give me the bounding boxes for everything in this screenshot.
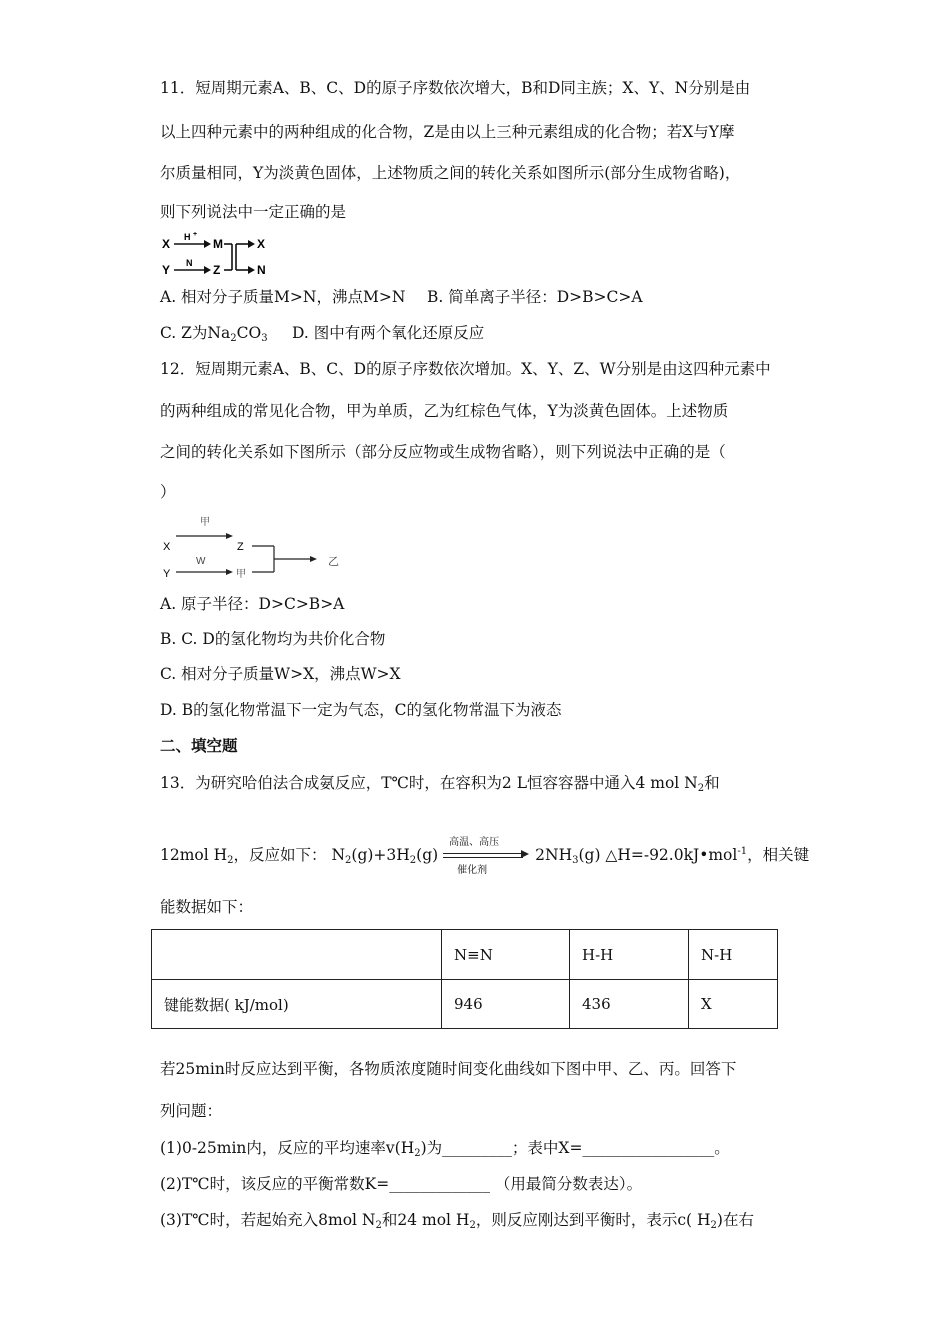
reaction-condition-arrow xyxy=(443,837,535,876)
q12-option-d: D. B的氢化物常温下一定为气态，C的氢化物常温下为液态 xyxy=(160,701,562,719)
q11-line-3: 尔质量相同，Y为淡黄色固体，上述物质之间的转化关系如图所示(部分生成物省略)， xyxy=(160,164,741,182)
table-header-cell: N≡N xyxy=(442,930,570,980)
q12-diagram-jia-top: 甲 xyxy=(200,517,210,528)
q11-diagram-x: X xyxy=(162,237,171,251)
condition-bottom: 催化剂 xyxy=(457,865,488,876)
q13-subquestion-2: (2)T℃时，该反应的平衡常数K=_____________ （用最简分数表达）。 xyxy=(160,1175,643,1193)
q11-line-2: 以上四种元素中的两种组成的化合物，Z是由以上三种元素组成的化合物；若X与Y摩 xyxy=(160,123,735,141)
q13-equation-line: 12mol $H_2$，反应如下： $N_2(g)+3H_2(g)$ 高温、高压 催化剂 $2NH_3(g)$ △H=-92.0kJ•mol$^{-1}$，相关键 xyxy=(160,841,809,872)
q11-option-b: B. 简单离子半径：D>B>C>A xyxy=(427,288,643,306)
q12-option-c: C. 相对分子质量W>X，沸点W>X xyxy=(160,665,401,683)
table-cell: X xyxy=(689,980,778,1029)
q11-option-a: A. 相对分子质量M>N，沸点M>N xyxy=(160,288,406,306)
condition-top: 高温、高压 xyxy=(449,837,500,848)
table-header-cell: N-H xyxy=(689,930,778,980)
table-header-row xyxy=(152,930,778,980)
table-row xyxy=(152,980,778,1029)
q12-diagram-jia-right: 甲 xyxy=(236,569,246,580)
q13-subquestion-3: (3)T℃时，若起始充入8mol $N_2$和24 mol $H_2$，则反应刚达到平衡时，表示c( $H_2$)在右 xyxy=(160,1211,754,1231)
q11-conversion-diagram xyxy=(160,232,290,280)
q11-diagram-z: Z xyxy=(213,263,221,277)
q11-diagram-out-n: N xyxy=(257,263,266,277)
q13-line-1: 13．为研究哈伯法合成氨反应，T℃时，在容积为2 L恒容容器中通入4 mol $N_2$和 xyxy=(160,774,720,794)
table-header-cell: H-H xyxy=(570,930,689,980)
q11-diagram-hsup: + xyxy=(193,232,198,238)
q13-subquestion-1: (1)0-25min内，反应的平均速率$v(H_2)$为_________；表中X=_________________。 xyxy=(160,1139,730,1159)
q12-line-4: ） xyxy=(160,483,176,501)
q11-diagram-h: H xyxy=(184,232,191,242)
q12-option-a: A. 原子半径：D>C>B>A xyxy=(160,595,345,613)
q11-diagram-y: Y xyxy=(162,263,171,277)
q13-line-3: 能数据如下： xyxy=(160,898,254,916)
q11-diagram-n-label: N xyxy=(186,258,193,268)
q12-diagram-yi: 乙 xyxy=(328,556,339,568)
q13-paragraph-2: 列问题： xyxy=(160,1102,223,1120)
q12-diagram-x: X xyxy=(163,541,171,553)
table-cell: 键能数据( kJ/mol) xyxy=(152,980,442,1029)
q11-option-d: D. 图中有两个氧化还原反应 xyxy=(292,324,485,342)
q12-diagram-y: Y xyxy=(163,568,171,580)
q12-line-2: 的两种组成的常见化合物，甲为单质，乙为红棕色气体，Y为淡黄色固体。上述物质 xyxy=(160,402,729,420)
q12-option-b: B. C. D的氢化物均为共价化合物 xyxy=(160,630,386,648)
q11-diagram-m: M xyxy=(213,237,223,251)
table-cell: 436 xyxy=(570,980,689,1029)
q11-option-c: C. Z为$Na_2CO_3$ xyxy=(160,324,268,344)
q12-diagram-w: W xyxy=(196,556,206,567)
q12-diagram-z: Z xyxy=(237,541,244,553)
q12-line-1: 12．短周期元素A、B、C、D的原子序数依次增加。X、Y、Z、W分别是由这四种元素中 xyxy=(160,360,771,378)
bond-energy-table xyxy=(151,929,778,1029)
q11-line-4: 则下列说法中一定正确的是 xyxy=(160,203,347,221)
table-cell: 946 xyxy=(442,980,570,1029)
table-header-cell xyxy=(152,930,442,980)
q11-diagram-out-x: X xyxy=(257,237,266,251)
q12-line-3: 之间的转化关系如下图所示（部分反应物或生成物省略），则下列说法中正确的是（ xyxy=(160,443,726,461)
q12-conversion-diagram xyxy=(160,514,350,586)
q11-line-1: 11．短周期元素A、B、C、D的原子序数依次增大，B和D同主族；X、Y、N分别是由 xyxy=(160,79,751,97)
q13-paragraph-1: 若25min时反应达到平衡，各物质浓度随时间变化曲线如下图中甲、乙、丙。回答下 xyxy=(160,1060,737,1078)
section-heading-fill-in: 二、填空题 xyxy=(160,737,238,755)
